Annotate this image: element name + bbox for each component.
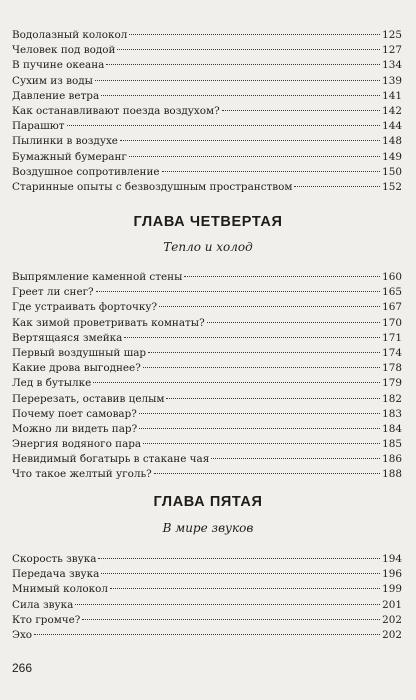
toc-entry (12, 89, 402, 104)
chapter-four-subtitle: Тепло и холод (163, 240, 253, 254)
dot-leader (143, 443, 380, 444)
toc-entry (12, 150, 402, 165)
toc-entry-title: Энергия водяного пара (12, 438, 142, 451)
toc-entry-page: 170 (382, 316, 402, 329)
toc-entry-title: Можно ли видеть пар? (12, 422, 138, 435)
toc-entry-title: Как зимой проветривать комнаты? (12, 316, 205, 329)
toc-entry (12, 407, 402, 422)
toc-entry-page: 186 (382, 453, 402, 466)
dot-leader (101, 95, 380, 96)
toc-entry-title: Воздушное сопротивление (12, 165, 160, 178)
dot-leader (184, 276, 380, 277)
chapter-five-toc-list (12, 552, 402, 643)
toc-entry-page: 174 (382, 346, 402, 359)
page-number: 266 (12, 661, 33, 675)
toc-entry (12, 316, 402, 331)
toc-entry-title: Кто громче? (12, 613, 81, 626)
toc-entry-page: 183 (382, 407, 402, 420)
dot-leader (96, 291, 381, 292)
toc-entry-title: Лед в бутылке (12, 377, 92, 390)
toc-entry-page: 149 (382, 150, 402, 163)
toc-entry-page: 148 (382, 135, 402, 148)
toc-entry-title: Выпрямление каменной стены (12, 271, 183, 283)
toc-entry (12, 467, 402, 482)
dot-leader (139, 428, 380, 429)
dot-leader (154, 473, 380, 474)
toc-entry-title: Бумажный бумеранг (12, 150, 127, 163)
toc-entry-page: 165 (382, 286, 402, 299)
toc-entry (12, 582, 402, 597)
toc-entry-page: 201 (382, 598, 402, 611)
toc-entry-page: 194 (382, 553, 402, 565)
toc-entry-title: Старинные опыты с безвоздушным пространством (12, 180, 293, 193)
toc-entry (12, 134, 402, 149)
dot-leader (106, 64, 380, 65)
dot-leader (166, 398, 380, 399)
toc-entry-title: Человек под водой (12, 44, 116, 57)
dot-leader (294, 186, 380, 187)
toc-entry-page: 142 (382, 104, 402, 117)
dot-leader (34, 634, 380, 635)
toc-entry (12, 452, 402, 467)
toc-entry-page: 167 (382, 301, 402, 314)
toc-entry (12, 331, 402, 346)
dot-leader (139, 413, 380, 414)
toc-entry-page: 179 (382, 377, 402, 390)
toc-entry (12, 180, 402, 195)
toc-entry-title: Греет ли снег? (12, 286, 94, 299)
toc-entry-title: Невидимый богатырь в стакане чая (12, 453, 210, 466)
toc-entry-page: 152 (382, 180, 402, 193)
chapter-four-heading: ГЛАВА ЧЕТВЕРТАЯ (133, 214, 283, 230)
toc-entry-title: Первый воздушный шар (12, 346, 147, 359)
toc-entry-page: 185 (382, 438, 402, 451)
toc-entry (12, 300, 402, 315)
dot-leader (82, 619, 380, 620)
dot-leader (129, 34, 380, 35)
toc-entry (12, 376, 402, 391)
dot-leader (93, 382, 380, 383)
chapter-five-subtitle: В мире звуков (162, 521, 254, 535)
toc-entry (12, 422, 402, 437)
toc-entry-title: Почему поет самовар? (12, 407, 137, 420)
toc-entry-page: 202 (382, 613, 402, 626)
toc-entry (12, 74, 402, 89)
dot-leader (222, 110, 381, 111)
toc-entry-title: Пылинки в воздухе (12, 135, 118, 148)
dot-leader (110, 588, 380, 589)
dot-leader (67, 125, 381, 126)
dot-leader (101, 573, 380, 574)
dot-leader (124, 337, 380, 338)
toc-entry (12, 392, 402, 407)
toc-entry-page: 160 (382, 271, 402, 283)
dot-leader (95, 80, 380, 81)
chapter-four-toc-list (12, 270, 402, 483)
toc-entry-page: 199 (382, 583, 402, 596)
toc-entry (12, 598, 402, 613)
toc-entry-page: 127 (382, 44, 402, 57)
toc-entry-page: 196 (382, 568, 402, 581)
toc-entry-page: 178 (382, 362, 402, 375)
dot-leader (98, 558, 380, 559)
toc-entry-title: Какие дрова выгоднее? (12, 362, 141, 375)
toc-entry-title: Мнимый колокол (12, 583, 109, 596)
dot-leader (148, 352, 380, 353)
toc-entry (12, 552, 402, 567)
toc-entry (12, 58, 402, 73)
toc-entry (12, 346, 402, 361)
toc-entry-page: 182 (382, 392, 402, 405)
toc-entry (12, 613, 402, 628)
toc-entry (12, 361, 402, 376)
toc-entry-title: Сухим из воды (12, 74, 93, 87)
dot-leader (162, 171, 381, 172)
toc-entry-title: Водолазный колокол (12, 29, 128, 41)
toc-entry-title: Сила звука (12, 598, 74, 611)
toc-entry-page: 188 (382, 468, 402, 481)
toc-entry (12, 165, 402, 180)
toc-entry-title: Скорость звука (12, 553, 97, 565)
toc-entry-title: Эхо (12, 628, 33, 641)
dot-leader (211, 458, 380, 459)
toc-list-continued (12, 28, 402, 195)
toc-entry-page: 171 (382, 331, 402, 344)
chapter-five-heading: ГЛАВА ПЯТАЯ (153, 494, 263, 510)
toc-entry-page: 141 (382, 89, 402, 102)
toc-entry (12, 285, 402, 300)
toc-entry-page: 125 (382, 29, 402, 41)
toc-entry (12, 28, 402, 43)
toc-entry-title: Перерезать, оставив целым (12, 392, 165, 405)
toc-entry-title: Парашют (12, 120, 65, 133)
toc-entry (12, 270, 402, 285)
dot-leader (120, 140, 380, 141)
toc-entry-title: Где устраивать форточку? (12, 301, 158, 314)
toc-entry-title: В пучине океана (12, 59, 105, 72)
toc-entry (12, 119, 402, 134)
toc-entry-page: 150 (382, 165, 402, 178)
toc-entry-page: 202 (382, 628, 402, 641)
dot-leader (75, 604, 380, 605)
toc-entry-page: 134 (382, 59, 402, 72)
toc-entry (12, 628, 402, 643)
toc-entry-page: 144 (382, 120, 402, 133)
dot-leader (129, 156, 380, 157)
dot-leader (143, 367, 380, 368)
toc-entry-title: Давление ветра (12, 89, 100, 102)
toc-entry (12, 104, 402, 119)
toc-entry (12, 567, 402, 582)
dot-leader (117, 49, 380, 50)
toc-entry-title: Передача звука (12, 568, 100, 581)
toc-entry (12, 437, 402, 452)
toc-entry-title: Вертящаяся змейка (12, 331, 123, 344)
toc-entry-page: 184 (382, 422, 402, 435)
toc-entry (12, 43, 402, 58)
dot-leader (207, 322, 381, 323)
toc-entry-title: Как останавливают поезда воздухом? (12, 104, 220, 117)
toc-entry-page: 139 (382, 74, 402, 87)
toc-entry-title: Что такое желтый уголь? (12, 468, 152, 481)
dot-leader (159, 306, 380, 307)
